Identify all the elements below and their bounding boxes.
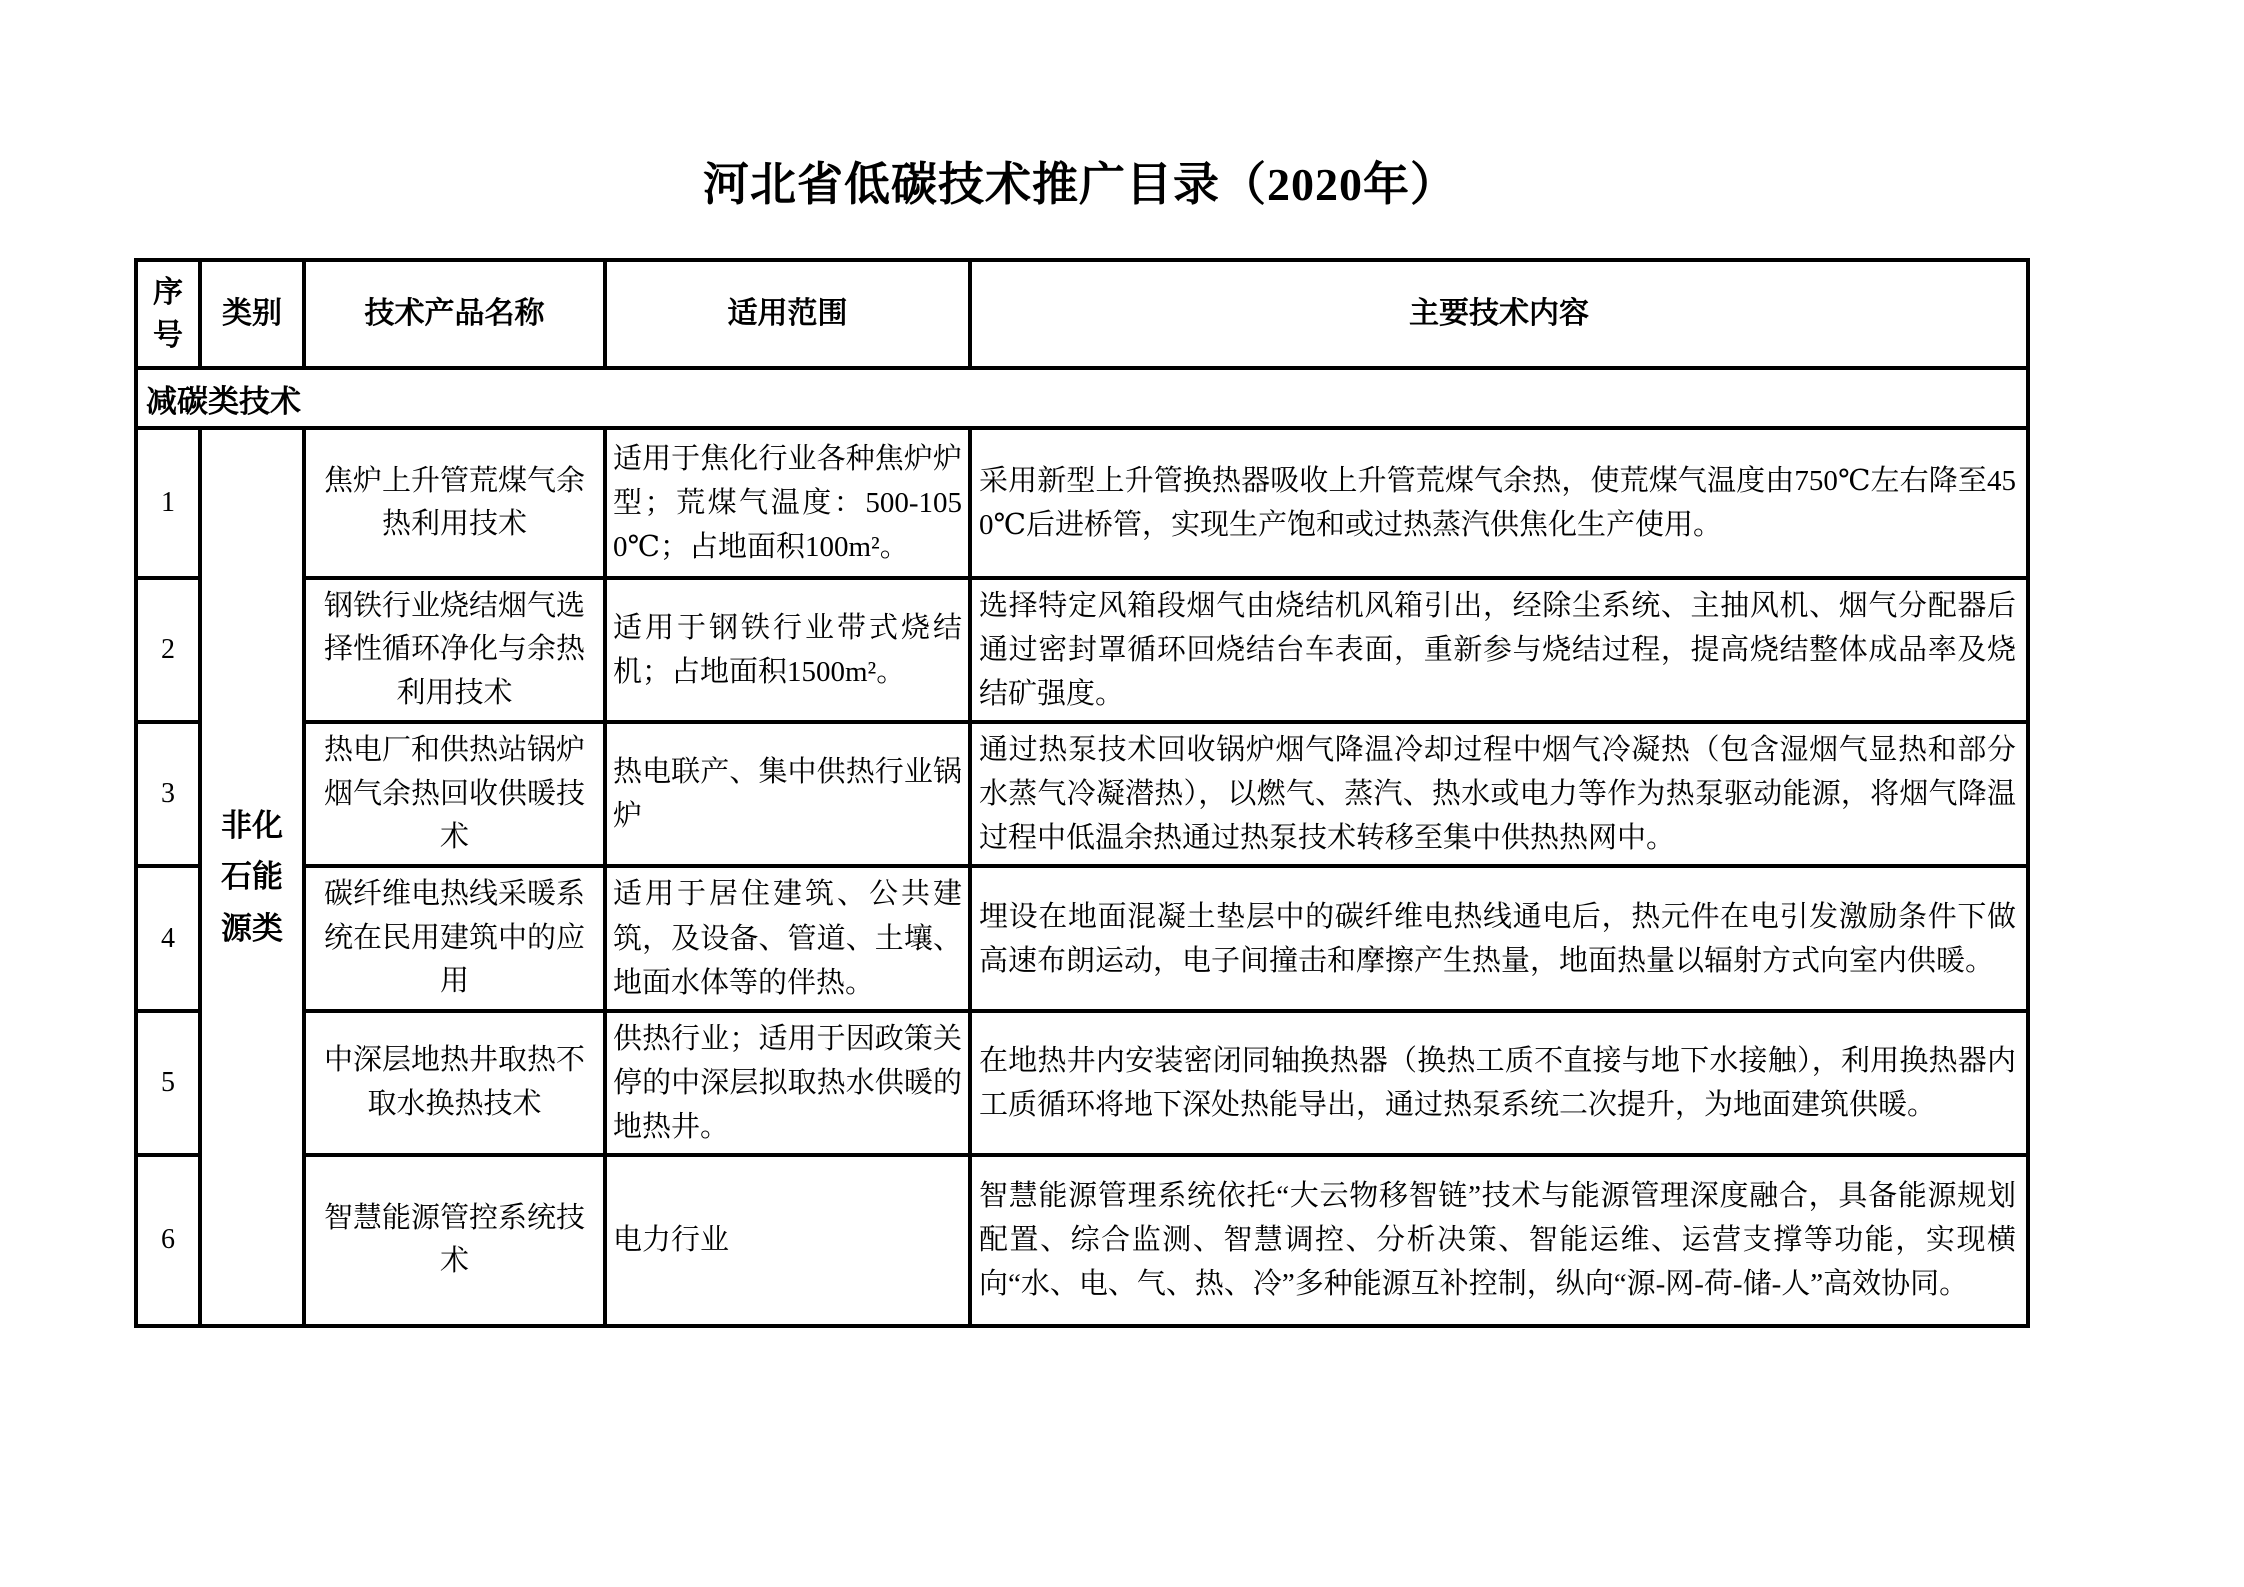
row-no: 5: [136, 1011, 200, 1155]
header-content: 主要技术内容: [970, 260, 2028, 368]
category-cell: 非化石能源类: [200, 428, 304, 1326]
table-header-row: [136, 260, 2028, 368]
row-no: 2: [136, 578, 200, 722]
table-row: [136, 1011, 2028, 1155]
header-category: 类别: [200, 260, 304, 368]
tech-name-cell: 热电厂和供热站锅炉烟气余热回收供暖技术: [304, 722, 605, 866]
content-cell: 采用新型上升管换热器吸收上升管荒煤气余热，使荒煤气温度由750℃左右降至450℃后进桥管，实现生产饱和或过热蒸汽供焦化生产使用。: [970, 428, 2028, 578]
tech-name-cell: 钢铁行业烧结烟气选择性循环净化与余热利用技术: [304, 578, 605, 722]
content-cell: 智慧能源管理系统依托“大云物移智链”技术与能源管理深度融合，具备能源规划配置、综合监测、智慧调控、分析决策、智能运维、运营支撑等功能，实现横向“水、电、气、热、冷”多种能源互补控制，纵向“源-网-荷-储-人”高效协同。: [970, 1155, 2028, 1326]
scope-cell: 适用于居住建筑、公共建筑，及设备、管道、土壤、地面水体等的伴热。: [605, 866, 970, 1010]
table-row: [136, 578, 2028, 722]
scope-cell: 电力行业: [605, 1155, 970, 1326]
content-cell: 在地热井内安装密闭同轴换热器（换热工质不直接与地下水接触），利用换热器内工质循环将地下深处热能导出，通过热泵系统二次提升，为地面建筑供暖。: [970, 1011, 2028, 1155]
scope-cell: 热电联产、集中供热行业锅炉: [605, 722, 970, 866]
header-tech-name: 技术产品名称: [304, 260, 605, 368]
content-cell: 选择特定风箱段烟气由烧结机风箱引出，经除尘系统、主抽风机、烟气分配器后通过密封罩循环回烧结台车表面，重新参与烧结过程，提高烧结整体成品率及烧结矿强度。: [970, 578, 2028, 722]
tech-name-cell: 智慧能源管控系统技术: [304, 1155, 605, 1326]
tech-name-cell: 中深层地热井取热不取水换热技术: [304, 1011, 605, 1155]
page-title: 河北省低碳技术推广目录（2020年）: [703, 159, 1457, 210]
tech-name-cell: 碳纤维电热线采暖系统在民用建筑中的应用: [304, 866, 605, 1010]
table-row: [136, 866, 2028, 1010]
header-no: 序号: [136, 260, 200, 368]
section-title: 减碳类技术: [136, 368, 2028, 428]
header-scope: 适用范围: [605, 260, 970, 368]
table-row: [136, 428, 2028, 578]
catalog-table: [134, 258, 2030, 1328]
row-no: 1: [136, 428, 200, 578]
table-row: [136, 1155, 2028, 1326]
tech-name-cell: 焦炉上升管荒煤气余热利用技术: [304, 428, 605, 578]
content-cell: 通过热泵技术回收锅炉烟气降温冷却过程中烟气冷凝热（包含湿烟气显热和部分水蒸气冷凝潜热），以燃气、蒸汽、热水或电力等作为热泵驱动能源，将烟气降温过程中低温余热通过热泵技术转移至集中供热热网中。: [970, 722, 2028, 866]
section-row: [136, 368, 2028, 428]
scope-cell: 供热行业；适用于因政策关停的中深层拟取热水供暖的地热井。: [605, 1011, 970, 1155]
row-no: 3: [136, 722, 200, 866]
content-cell: 埋设在地面混凝土垫层中的碳纤维电热线通电后，热元件在电引发激励条件下做高速布朗运动，电子间撞击和摩擦产生热量，地面热量以辐射方式向室内供暖。: [970, 866, 2028, 1010]
row-no: 4: [136, 866, 200, 1010]
scope-cell: 适用于焦化行业各种焦炉炉型；荒煤气温度：500-1050℃；占地面积100m²。: [605, 428, 970, 578]
row-no: 6: [136, 1155, 200, 1326]
table-row: [136, 722, 2028, 866]
catalog-document: [134, 159, 2026, 1328]
scope-cell: 适用于钢铁行业带式烧结机；占地面积1500m²。: [605, 578, 970, 722]
